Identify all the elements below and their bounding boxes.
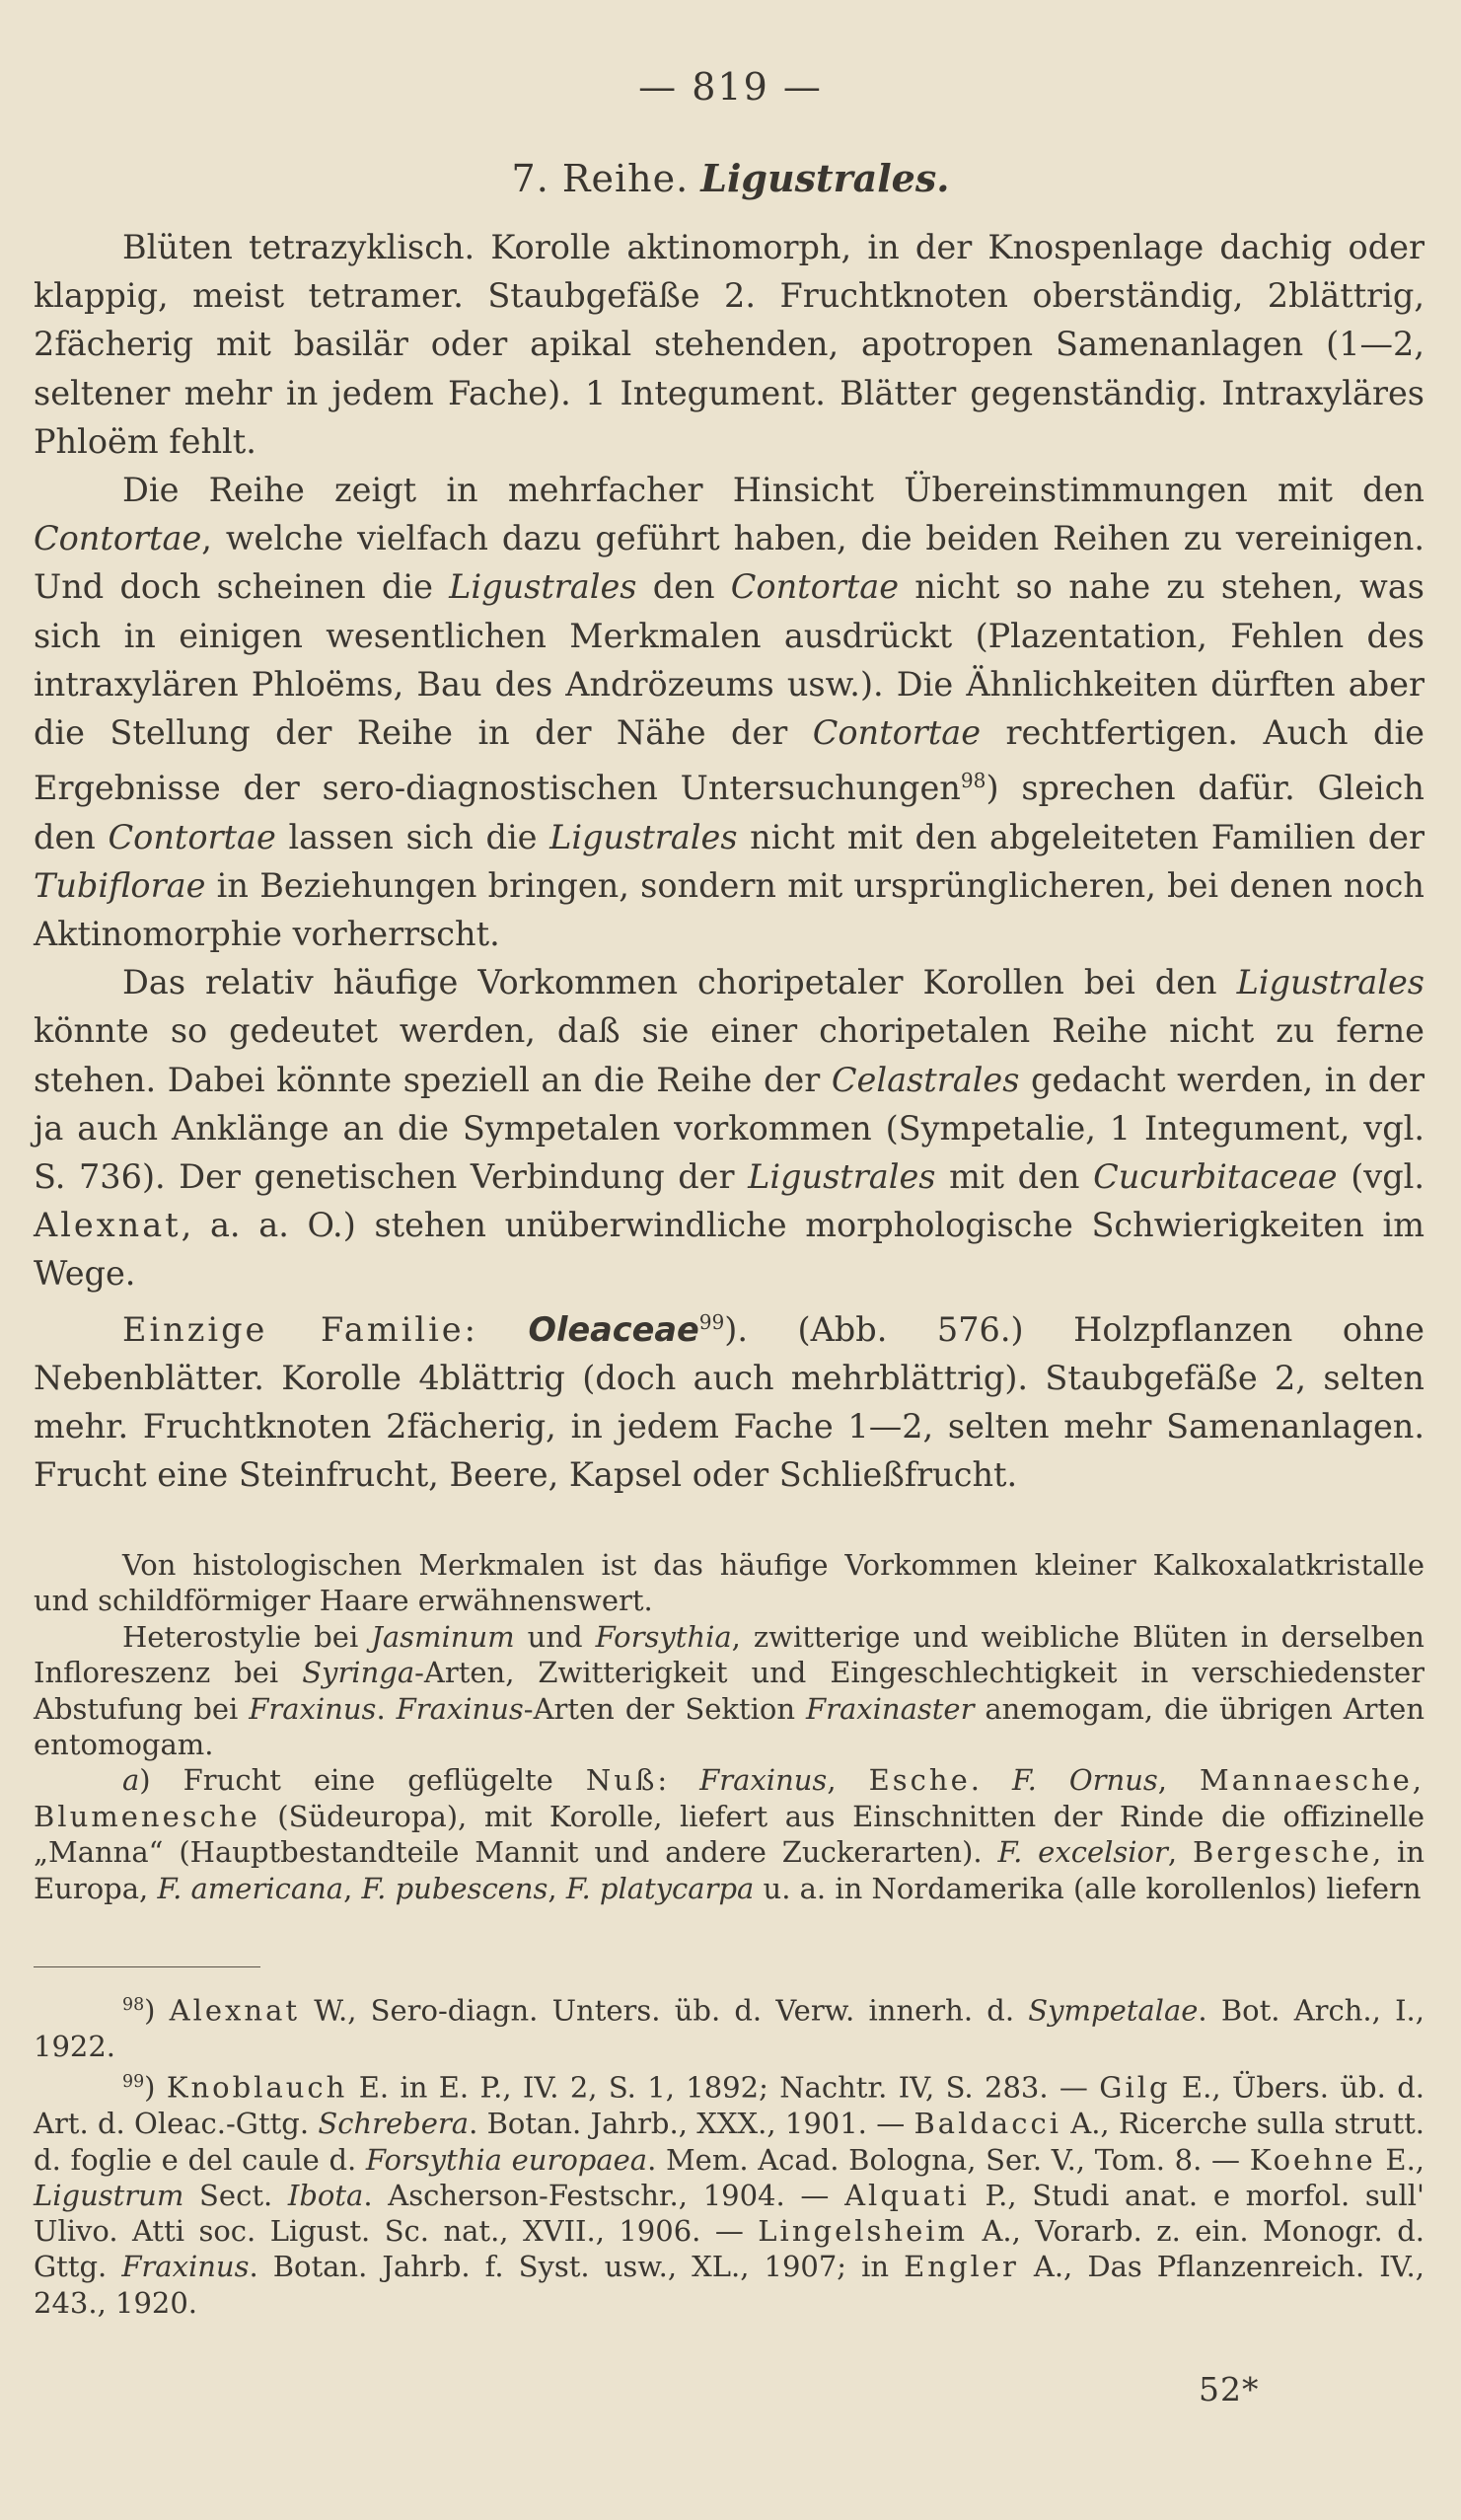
italic-term: Contortae [108,817,276,856]
italic-term: Forsythia europaea [365,2142,648,2177]
spaced-term: Alexnat [169,1993,301,2028]
footnote-divider [34,1966,260,1967]
italic-term: Forsythia [595,1619,732,1654]
spaced-term: Nuß [585,1763,658,1798]
italic-term: Celastrales [831,1060,1020,1099]
text-run: anemogam, die übrigen Arten entomogam. [34,1691,1425,1762]
text-run: Heterostylie bei [122,1619,372,1654]
italic-term: Ligustrales [549,817,738,856]
text-run: ). (Abb. 576.) Holzpflanzen ohne Nebenblätter. Korolle 4blättrig (doch auch mehrblättrig). Staubgefäße 2, selten mehr. Fruchtknoten 2fächerig, in jedem Fache 1—2, selten mehr Samenanlagen. Frucht eine Steinfrucht, Beere, Kapsel oder Schließfrucht. [34,1309,1424,1495]
text-run: nicht mit den abgeleiteten Familien der [737,817,1424,856]
spaced-term: Alquati [844,2178,970,2212]
text-run: A., Vorarb. z. ein. Monogr. d. Gttg. [34,2214,1424,2284]
footnote-ref: 99 [122,2072,145,2093]
text-run: ) [144,1993,170,2028]
spaced-term: Esche [868,1763,971,1798]
section-title [0,156,1461,200]
text-run: in Beziehungen bringen, sondern mit ursprünglicheren, bei denen noch Aktinomorphie vorherrscht. [34,865,1424,953]
signature-mark: 52* [1199,2370,1260,2409]
italic-term: Syringa [302,1656,415,1690]
spaced-term: Engler [904,2250,1019,2284]
text-run: -Arten, Zwitterigkeit und Eingeschlechtigkeit in verschiedenster Abstufung bei [34,1656,1424,1726]
footnotes [34,1987,1424,2321]
italic-term: Fraxinus [396,1691,524,1726]
text-run: Blüten tetrazyklisch. Korolle aktinomorph, in der Knospenlage dachig oder klappig, meist tetramer. Staubgefäße 2. Fruchtknoten oberständig, 2blättrig, 2fächerig mit basilär oder apikal stehenden, apotropen Samenanlagen (1—2, seltener mehr in jedem Fache). 1 Integument. Blätter gegenständig. Intraxyläres Phloëm fehlt. [34,228,1424,461]
text-run: A., Ricerche sulla strutt. d. foglie e del caule d. [34,2107,1424,2177]
paragraph [34,958,1424,1297]
text-run: A., Das Pflanzenreich. IV., 243., 1920. [34,2250,1424,2320]
text-run: den [636,567,731,607]
text-run: E., [1375,2142,1425,2177]
spaced-term: Alexnat [34,1206,182,1245]
text-run: u. a. in Nordamerika (alle korollenlos) liefern [754,1871,1422,1905]
italic-term: F. pubescens [361,1871,548,1905]
text-run: E., Übers. üb. d. Art. d. Oleac.-Gttg. [34,2070,1424,2141]
page-header: — 819 — [638,65,823,109]
text-run: . Bot. Arch., I., 1922. [34,1993,1424,2063]
small-paragraph [34,1547,1424,1619]
italic-term: Tubiflorae [34,865,206,905]
text-run: Von histologischen Merkmalen ist das häufige Vorkommen kleiner Kalkoxalatkristalle und schildförmiger Haare erwähnenswert. [34,1548,1424,1618]
text-run: rechtfertigen. Auch die Ergebnisse der sero-diagnostischen Untersuchungen [34,713,1424,808]
footnote [34,2064,1424,2321]
spaced-term: Knoblauch [166,2070,348,2105]
paragraph [34,223,1424,466]
text-run: und [514,1619,596,1654]
footnote-ref: 98 [960,769,986,793]
text-run: , [827,1763,869,1798]
italic-term: Ligustrales [748,1157,936,1197]
paragraph [34,1298,1424,1500]
text-run: . Botan. Jahrb. f. Syst. usw., XL., 1907; in [249,2250,905,2284]
footnote-ref: 99 [698,1309,725,1334]
footnote [34,1987,1424,2064]
italic-term: Contortae [812,713,982,753]
text-run: -Arten der Sektion [523,1691,806,1726]
main-text [34,223,1424,1500]
text-run: . Mem. Acad. Bologna, Ser. V., Tom. 8. — [647,2142,1250,2177]
italic-term: F. Ornus [1012,1763,1158,1798]
italic-term: F. americana [157,1871,344,1905]
spaced-term: Einzige Familie: [122,1309,478,1349]
text-run: (vgl. [1337,1157,1425,1197]
text-run: : [657,1763,700,1798]
family-name: Oleaceae [528,1309,699,1349]
italic-term: Ibota [287,2178,364,2212]
spaced-term: Koehne [1249,2142,1376,2177]
text-run: , in Europa, [34,1835,1424,1905]
italic-term: Ligustrales [449,567,637,607]
text-run: . Botan. Jahrb., XXX., 1901. — [469,2107,914,2141]
italic-term: a [122,1763,140,1798]
italic-term: Fraxinus [699,1763,828,1798]
italic-term: Contortae [34,519,202,558]
text-run: , [343,1871,362,1905]
italic-term: Fraxinus [249,1691,377,1726]
small-paragraph [34,1619,1424,1763]
italic-term: Sympetalae [1028,1993,1199,2028]
spaced-term: Lingelsheim [758,2214,969,2249]
spaced-term: Bergesche [1192,1835,1372,1870]
text-run: , [1157,1763,1201,1798]
italic-term: Ligustrales [1236,963,1424,1002]
section-name: Ligustrales. [700,156,950,200]
text-run: Das relativ häufige Vorkommen choripetaler Korollen bei den [122,963,1237,1002]
italic-term: Fraxinaster [806,1691,975,1726]
italic-term: F. platycarpa [565,1871,755,1905]
text-run: mit den [935,1157,1094,1197]
text-run: . [376,1691,397,1726]
text-run: P., Studi anat. e morfol. sull' Ulivo. Atti soc. Ligust. Sc. nat., XVII., 1906. — [34,2178,1424,2249]
text-run: gedacht werden, in der ja auch Anklänge an die Sympetalen vorkommen (Sympetalie, 1 Integument, vgl. S. 736). Der genetischen Verbindung der [34,1060,1424,1197]
text-run: W., Sero-diagn. Unters. üb. d. Verw. innerh. d. [300,1993,1029,2028]
italic-term: Jasminum [371,1619,515,1654]
italic-term: Contortae [730,567,900,607]
text-run: . [970,1763,1013,1798]
text-run: , [548,1871,566,1905]
italic-term: F. excelsior [997,1835,1168,1870]
spaced-term: Mannaesche, Blumenesche [34,1763,1425,1833]
small-paragraph [34,1762,1424,1906]
text-run: (Südeuropa), mit Korolle, liefert aus Einschnitten der Rinde die offizinelle „Manna“ (Hauptbestandteile Mannit und andere Zuckerarten). [34,1799,1424,1870]
spaced-term: Baldacci [913,2107,1061,2141]
italic-term: Fraxinus [121,2250,250,2284]
text-run: , welche vielfach dazu geführt haben, die beiden Reihen zu vereinigen. Und doch scheinen die [34,519,1424,607]
text-run [478,1310,529,1349]
text-run: , [1167,1835,1193,1870]
text-run: lassen sich die [275,817,550,856]
text-run: ) [144,2070,167,2105]
text-run: , zwitterige und weibliche Blüten in derselben Infloreszenz bei [34,1619,1424,1690]
text-run: Die Reihe zeigt in mehrfacher Hinsicht Übereinstimmungen mit den [122,471,1424,510]
footnote-ref: 98 [122,1995,145,2015]
text-run: ) Frucht eine geflügelte [139,1763,586,1798]
spaced-term: Gilg [1099,2070,1171,2105]
text-run: , a. a. O.) stehen unüberwindliche morphologische Schwierigkeiten im Wege. [34,1206,1424,1294]
text-run: könnte so gedeutet werden, daß sie einer choripetalen Reihe nicht zu ferne stehen. Dabei könnte speziell an die Reihe der [34,1011,1424,1099]
italic-term: Ligustrum [34,2178,184,2212]
small-print-text [34,1547,1424,1906]
text-run: . Ascherson-Festschr., 1904. — [363,2178,845,2212]
text-run: Sect. [183,2178,288,2212]
section-number: 7. Reihe. [511,157,690,200]
text-run: ) sprechen dafür. Gleich den [34,769,1424,856]
italic-term: Schrebera [318,2107,470,2141]
text-run: nicht so nahe zu stehen, was sich in einigen wesentlichen Merkmalen ausdrückt (Plazentation, Fehlen des intraxylären Phloëms, Bau des Andrözeums usw.). Die Ähnlichkeiten dürften aber die Stellung der Reihe in der Nähe der [34,567,1424,753]
text-run: E. in E. P., IV. 2, S. 1, 1892; Nachtr. IV, S. 283. — [347,2070,1100,2105]
italic-term: Cucurbitaceae [1093,1157,1338,1197]
paragraph [34,466,1424,958]
